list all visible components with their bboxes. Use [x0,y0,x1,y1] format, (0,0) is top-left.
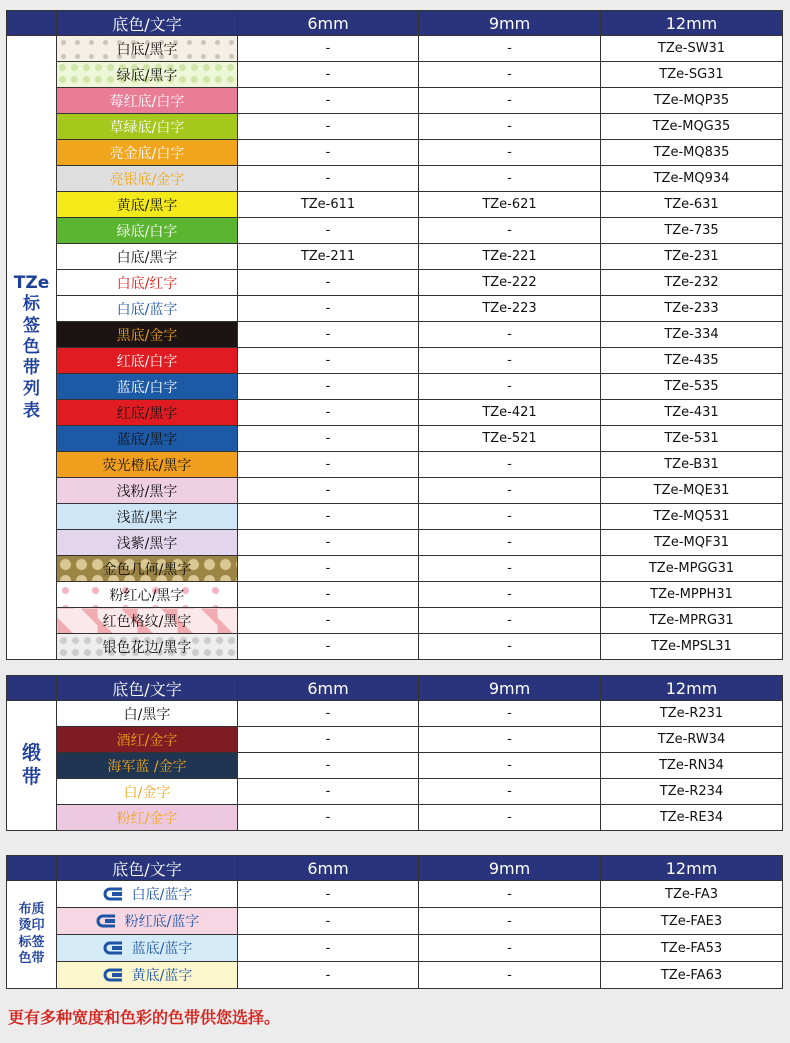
table-row [7,962,783,989]
model-cell-9mm: - [419,962,601,989]
tape-swatch-inner [57,426,237,451]
model-cell-9mm: TZe-621 [419,192,601,218]
tape-swatch-inner [57,36,237,61]
table-row [7,582,783,608]
model-cell-6mm: - [238,374,419,400]
model-cell-12mm: TZe-MPRG31 [601,608,783,634]
table-row [7,400,783,426]
table-row [7,556,783,582]
tape-color-label: 白底/蓝字 [116,301,178,318]
header-color-text: 底色/文字 [57,676,238,701]
model-cell-9mm: - [419,36,601,62]
tape-swatch-inner [57,374,237,399]
tape-swatch-inner [57,779,237,804]
tape-swatch [57,296,238,322]
tape-color-label: 荧光橙底/黑字 [102,457,192,474]
model-cell-12mm: TZe-SW31 [601,36,783,62]
tape-swatch-inner [57,881,237,907]
table-row [7,608,783,634]
model-cell-9mm: - [419,374,601,400]
model-cell-12mm: TZe-MQG35 [601,114,783,140]
section-side-char: 带 [21,765,41,788]
table-row [7,166,783,192]
fabric-tape-table [6,855,783,989]
tape-swatch-inner [57,556,237,581]
table-row [7,426,783,452]
model-cell-6mm: - [238,962,419,989]
tape-swatch-inner [57,701,237,726]
model-cell-6mm: - [238,908,419,935]
tape-swatch [57,608,238,634]
section-side-char: 布质 [18,902,45,917]
model-cell-9mm: - [419,608,601,634]
model-cell-6mm: - [238,530,419,556]
table-row [7,805,783,831]
model-cell-6mm: - [238,270,419,296]
tape-color-label: 白/黑字 [123,706,171,723]
section-side-char: 色带 [18,950,45,966]
tape-color-label: 浅粉/黑字 [116,483,178,500]
model-cell-12mm: TZe-MQE31 [601,478,783,504]
table-row [7,88,783,114]
model-cell-6mm: TZe-211 [238,244,419,270]
table-header-row [7,11,783,36]
tape-swatch-inner [57,140,237,165]
header-12mm: 12mm [601,11,783,36]
model-cell-6mm: - [238,348,419,374]
model-cell-9mm: - [419,62,601,88]
model-cell-9mm: - [419,935,601,962]
tape-color-label: 蓝底/白字 [116,379,178,396]
section-side-text [22,742,41,790]
tape-color-label: 红色格纹/黑字 [102,613,192,630]
model-cell-6mm: - [238,935,419,962]
tape-swatch-inner [57,88,237,113]
model-cell-6mm: - [238,478,419,504]
model-cell-9mm: TZe-223 [419,296,601,322]
header-12mm: 12mm [601,856,783,881]
table-row [7,114,783,140]
table-row [7,374,783,400]
model-cell-6mm: - [238,218,419,244]
model-cell-6mm: - [238,727,419,753]
tze-tape-table [6,10,783,660]
tape-color-label: 金色几何/黑字 [102,561,192,578]
tape-swatch [57,192,238,218]
tape-swatch-inner [57,935,237,961]
model-cell-12mm: TZe-MQ934 [601,166,783,192]
model-cell-9mm: TZe-521 [419,426,601,452]
header-6mm: 6mm [238,11,419,36]
tape-swatch [57,701,238,727]
model-cell-9mm: - [419,530,601,556]
tape-color-label: 粉红/金字 [116,810,178,827]
table-row [7,244,783,270]
tape-swatch [57,935,238,962]
tape-swatch-inner [57,504,237,529]
tape-swatch-inner [57,530,237,555]
tape-swatch-inner [57,805,237,830]
tape-swatch-inner [57,322,237,347]
model-cell-12mm: TZe-RE34 [601,805,783,831]
tape-swatch [57,36,238,62]
section-side-label [7,36,57,660]
model-cell-12mm: TZe-435 [601,348,783,374]
model-cell-12mm: TZe-MQ531 [601,504,783,530]
tape-swatch [57,244,238,270]
model-cell-12mm: TZe-233 [601,296,783,322]
model-cell-9mm: - [419,348,601,374]
table-header-row [7,676,783,701]
model-cell-6mm: - [238,426,419,452]
model-cell-6mm: - [238,779,419,805]
tape-color-label: 白底/黑字 [116,249,178,266]
table-row [7,701,783,727]
header-12mm: 12mm [601,676,783,701]
model-cell-12mm: TZe-531 [601,426,783,452]
model-cell-12mm: TZe-MQP35 [601,88,783,114]
model-cell-12mm: TZe-RN34 [601,753,783,779]
model-cell-12mm: TZe-MPPH31 [601,582,783,608]
tape-color-label: 红底/黑字 [116,405,178,422]
header-9mm: 9mm [419,11,601,36]
tape-swatch-inner [57,192,237,217]
section-side-label [7,881,57,989]
tape-swatch-inner [57,478,237,503]
tape-swatch [57,582,238,608]
model-cell-6mm: - [238,634,419,660]
model-cell-9mm: TZe-421 [419,400,601,426]
tape-color-label: 黄底/黑字 [116,197,178,214]
header-6mm: 6mm [238,856,419,881]
tape-color-label: 草绿底/白字 [109,119,185,136]
tape-color-label: 银色花边/黑字 [102,639,192,656]
section-side-text [14,273,49,422]
model-cell-9mm: - [419,452,601,478]
tape-swatch-inner [57,908,237,934]
tape-swatch [57,400,238,426]
model-cell-6mm: - [238,322,419,348]
tape-color-label: 粉红心/黑字 [109,587,185,604]
tape-swatch [57,530,238,556]
tape-swatch-inner [57,244,237,269]
section-side-char: 烫印 [18,918,45,934]
model-cell-9mm: - [419,727,601,753]
tape-color-label: 粉红底/蓝字 [124,914,200,930]
tape-swatch [57,452,238,478]
model-cell-9mm: - [419,701,601,727]
table-row [7,504,783,530]
tape-swatch-inner [57,634,237,659]
tape-color-label: 绿底/黑字 [116,67,178,84]
header-9mm: 9mm [419,856,601,881]
model-cell-9mm: - [419,556,601,582]
model-cell-9mm: - [419,908,601,935]
tape-swatch [57,779,238,805]
model-cell-12mm: TZe-MQF31 [601,530,783,556]
model-cell-12mm: TZe-735 [601,218,783,244]
table-row [7,348,783,374]
iron-on-icon [102,941,126,955]
header-color-text: 底色/文字 [57,856,238,881]
model-cell-12mm: TZe-FA63 [601,962,783,989]
section-side-char: 签 [22,315,40,336]
section-side-char: 缎 [21,741,41,764]
model-cell-6mm: - [238,753,419,779]
tape-swatch [57,504,238,530]
section-side-char: 标签 [18,934,45,950]
model-cell-9mm: - [419,805,601,831]
model-cell-6mm: - [238,296,419,322]
table-row [7,881,783,908]
tape-swatch [57,881,238,908]
tape-color-label: 酒红/金字 [116,732,178,749]
tape-color-label: 亮金底/白字 [109,145,185,162]
model-cell-6mm: - [238,701,419,727]
model-cell-12mm: TZe-R231 [601,701,783,727]
section-side-char: 带 [22,358,40,379]
tape-swatch [57,348,238,374]
tape-swatch [57,805,238,831]
model-cell-6mm: - [238,62,419,88]
model-cell-9mm: - [419,478,601,504]
model-cell-9mm: - [419,140,601,166]
model-cell-12mm: TZe-535 [601,374,783,400]
model-cell-9mm: TZe-222 [419,270,601,296]
tape-swatch [57,753,238,779]
tape-swatch-inner [57,296,237,321]
tape-swatch-inner [57,452,237,477]
model-cell-9mm: - [419,881,601,908]
model-cell-12mm: TZe-334 [601,322,783,348]
model-cell-12mm: TZe-SG31 [601,62,783,88]
model-cell-9mm: - [419,582,601,608]
model-cell-9mm: - [419,166,601,192]
tape-color-label: 白底/红字 [116,275,178,292]
model-cell-12mm: TZe-231 [601,244,783,270]
table-row [7,62,783,88]
section-side-label [7,701,57,831]
tape-swatch-inner [57,62,237,87]
section-side-char: 标 [22,294,40,315]
table-row [7,779,783,805]
model-cell-9mm: - [419,114,601,140]
model-cell-12mm: TZe-MQ835 [601,140,783,166]
tape-swatch [57,140,238,166]
model-cell-9mm: - [419,88,601,114]
model-cell-6mm: - [238,88,419,114]
tape-color-label: 白/金字 [123,784,171,801]
tape-color-label: 蓝底/蓝字 [131,941,193,957]
tape-swatch-inner [57,582,237,607]
ribbon-tape-table [6,675,783,831]
tape-swatch-inner [57,348,237,373]
iron-on-icon [95,914,119,928]
model-cell-6mm: - [238,140,419,166]
tape-color-label: 黄底/蓝字 [131,968,193,984]
tape-color-label: 红底/白字 [116,353,178,370]
model-cell-6mm: - [238,881,419,908]
header-6mm: 6mm [238,676,419,701]
tape-color-label: 白底/黑字 [116,41,178,58]
model-cell-9mm: - [419,634,601,660]
model-cell-9mm: - [419,218,601,244]
table-row [7,753,783,779]
table-row [7,478,783,504]
tape-color-label: 绿底/白字 [116,223,178,240]
tape-color-label: 黑底/金字 [116,327,178,344]
tape-color-label: 浅蓝/黑字 [116,509,178,526]
header-blank [7,856,57,881]
tape-swatch-inner [57,608,237,633]
tape-swatch [57,634,238,660]
tape-swatch [57,88,238,114]
table-row [7,36,783,62]
model-cell-12mm: TZe-FAE3 [601,908,783,935]
table-header-row [7,856,783,881]
tape-color-label: 蓝底/黑字 [116,431,178,448]
model-cell-12mm: TZe-B31 [601,452,783,478]
model-cell-6mm: - [238,400,419,426]
tape-swatch [57,727,238,753]
tape-swatch-inner [57,166,237,191]
tape-swatch [57,114,238,140]
tape-swatch-inner [57,270,237,295]
tape-swatch-inner [57,753,237,778]
model-cell-9mm: TZe-221 [419,244,601,270]
model-cell-12mm: TZe-631 [601,192,783,218]
table-row [7,727,783,753]
model-cell-12mm: TZe-232 [601,270,783,296]
model-cell-12mm: TZe-FA3 [601,881,783,908]
model-cell-12mm: TZe-MPSL31 [601,634,783,660]
model-cell-12mm: TZe-R234 [601,779,783,805]
table-row [7,530,783,556]
model-cell-6mm: - [238,805,419,831]
section-side-char: 列 [22,379,40,400]
model-cell-9mm: - [419,753,601,779]
footnote: 更有多种宽度和色彩的色带供您选择。 [8,1008,281,1027]
model-cell-9mm: - [419,322,601,348]
tape-swatch-inner [57,962,237,988]
tape-swatch [57,62,238,88]
tape-color-label: 莓红底/白字 [109,93,185,110]
tape-swatch-inner [57,114,237,139]
section-side-char: TZe [13,273,50,294]
table-row [7,270,783,296]
header-9mm: 9mm [419,676,601,701]
tape-swatch [57,322,238,348]
tape-swatch [57,166,238,192]
model-cell-6mm: - [238,166,419,192]
model-cell-6mm: - [238,608,419,634]
table-row [7,908,783,935]
model-cell-6mm: - [238,582,419,608]
tape-swatch-inner [57,400,237,425]
table-row [7,322,783,348]
header-blank [7,11,57,36]
model-cell-12mm: TZe-431 [601,400,783,426]
model-cell-6mm: - [238,36,419,62]
iron-on-icon [102,887,126,901]
tape-swatch [57,962,238,989]
header-blank [7,676,57,701]
tape-swatch [57,556,238,582]
table-row [7,140,783,166]
table-row [7,192,783,218]
iron-on-icon [102,968,126,982]
model-cell-6mm: - [238,114,419,140]
model-cell-6mm: TZe-611 [238,192,419,218]
model-cell-9mm: - [419,779,601,805]
header-color-text: 底色/文字 [57,11,238,36]
model-cell-6mm: - [238,504,419,530]
tape-swatch [57,426,238,452]
tape-color-label: 亮银底/金字 [109,171,185,188]
tape-swatch-inner [57,727,237,752]
section-side-text [18,902,44,967]
table-row [7,296,783,322]
tape-color-label: 白底/蓝字 [131,887,193,903]
tape-swatch [57,478,238,504]
tape-swatch [57,218,238,244]
table-row [7,935,783,962]
tape-swatch-inner [57,218,237,243]
model-cell-12mm: TZe-RW34 [601,727,783,753]
section-side-char: 表 [22,400,40,421]
section-side-char: 色 [22,336,40,357]
tape-swatch [57,374,238,400]
tape-swatch [57,270,238,296]
model-cell-6mm: - [238,452,419,478]
tape-color-label: 浅紫/黑字 [116,535,178,552]
model-cell-9mm: - [419,504,601,530]
table-row [7,218,783,244]
model-cell-12mm: TZe-FA53 [601,935,783,962]
tape-swatch [57,908,238,935]
model-cell-6mm: - [238,556,419,582]
table-row [7,634,783,660]
model-cell-12mm: TZe-MPGG31 [601,556,783,582]
table-row [7,452,783,478]
tape-color-label: 海军蓝 /金字 [107,758,187,775]
